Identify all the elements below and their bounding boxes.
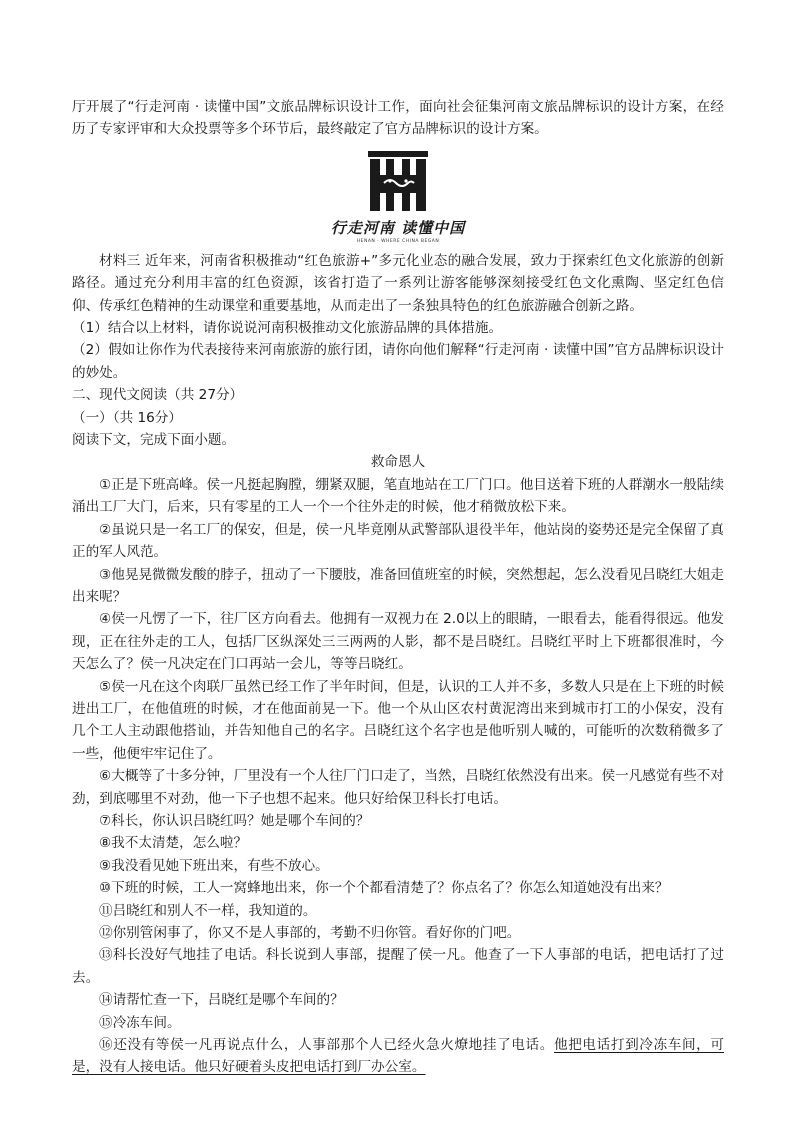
story-paragraph-12: ⑫你别管闲事了，你又不是人事部的，考勤不归你管。看好你的门吧。 [99,925,521,941]
logo-caption: 行走河南 读懂中国 [330,218,466,237]
story-title: 救命恩人 [370,454,426,471]
story-paragraph-3: ③他晃晃微微发酸的脖子，扭动了一下腰肢，准备回值班室的时候，突然想起，怎么没看见吕晓红大姐走出来呢？ [72,566,724,605]
reading-instruction: 阅读下文，完成下面小题。 [72,432,236,449]
henan-brand-logo-icon [366,149,430,213]
question-two: （2）假如让你作为代表接待来河南旅游的旅行团，请你向他们解释“行走河南 · 读懂中国”官方品牌标识设计的妙处。 [72,342,724,381]
story-paragraph-5: ⑤侯一凡在这个肉联厂虽然已经工作了半年时间，但是，认识的工人并不多，多数人只是在上下班的时候进出工厂，在他值班的时候，才在他面前晃一下。他一个从山区农村黄泥湾出来到城市打工的小保安，没有几个工人主动跟他搭讪，并告知他自己的名字。吕晓红这个名字也是他听别人喊的，可能听的次数稍微多了一些，他便牢牢记住了。 [72,678,724,762]
brand-logo-block [72,149,724,244]
underlined-sentence: 他把电话打到冷冻车间，可是，没有人接电话。他只好硬着头皮把电话打到厂办公室。 [72,1037,724,1076]
story-paragraph-13: ⑬科长没好气地挂了电话。科长说到人事部，提醒了侯一凡。他查了一下人事部的电话，把电话打了过去。 [72,947,724,986]
story-paragraph-14: ⑭请帮忙查一下，吕晓红是哪个车间的？ [99,992,344,1009]
story-paragraph-16-lead: ⑯还没有等侯一凡再说点什么，人事部那个人已经火急火燎地挂了电话。 [99,1037,554,1054]
logo-subcaption: HENAN · WHERE CHINA BEGAN [356,238,440,244]
story-paragraph-8: ⑧我不太清楚，怎么啦？ [99,835,248,852]
section-subheading: （一）（共 16分） [72,409,182,426]
story-paragraph-4: ④侯一凡愣了一下，往厂区方向看去。他拥有一双视力在 2.0以上的眼睛，一眼看去，能看得很远。他发现，正在往外走的工人，包括厂区纵深处三三两两的人影，都不是吕晓红。吕晓红平时上下班都很准时，今天怎么了？侯一凡决定在门口再站一会儿，等等吕晓红。 [72,611,724,673]
story-paragraph-6: ⑥大概等了十多分钟，厂里没有一个人往厂门口走了，当然，吕晓红依然没有出来。侯一凡感觉有些不对劲，到底哪里不对劲，他一下子也想不起来。他只好给保卫科长打电话。 [72,768,724,807]
section-heading: 二、现代文阅读（共 27分） [72,387,244,404]
document-page [72,96,724,1079]
story-paragraph-11: ⑪吕晓红和别人不一样，我知道的。 [99,902,317,919]
story-paragraph-15: ⑮冷冻车间。 [99,1014,181,1031]
story-paragraph-2: ②虽说只是一名工厂的保安，但是，侯一凡毕竟刚从武警部队退役半年，他站岗的姿势还是完全保留了真正的军人风范。 [72,521,724,561]
story-paragraph-7: ⑦科长，你认识吕晓红吗？她是哪个车间的？ [99,812,370,829]
story-paragraph-1: ①正是下班高峰。侯一凡挺起胸膛，绷紧双腿，笔直地站在工厂门口。他目送着下班的人群潮水一般陆续涌出工厂大门，后来，只有零星的工人一个一个往外走的时候，他才稍微放松下来。 [72,476,724,516]
intro-paragraph: 厅开展了“行走河南 · 读懂中国”文旅品牌标识设计工作，面向社会征集河南文旅品牌标识的设计方案，在经历了专家评审和大众投票等多个环节后，最终敲定了官方品牌标识的设计方案。 [72,99,724,138]
story-paragraph-10: ⑩下班的时候，工人一窝蜂地出来，你一个个都看清楚了？你点名了？你怎么知道她没有出来？ [99,880,669,897]
story-paragraph-16 [72,1034,724,1079]
material-three: 材料三 近年来，河南省积极推动“红色旅游+”多元化业态的融合发展，致力于探索红色文化旅游的创新路径。通过充分利用丰富的红色资源，该省打造了一系列让游客能够深刻接受红色文化熏陶、坚定红色信仰、传承红色精神的生动课堂和重要基地，从而走出了一条独具特色的红色旅游融合创新之路。 [72,252,724,314]
story-paragraph-9: ⑨我没看见她下班出来，有些不放心。 [99,857,329,874]
question-one: （1）结合以上材料，请你说说河南积极推动文化旅游品牌的具体措施。 [72,320,503,337]
